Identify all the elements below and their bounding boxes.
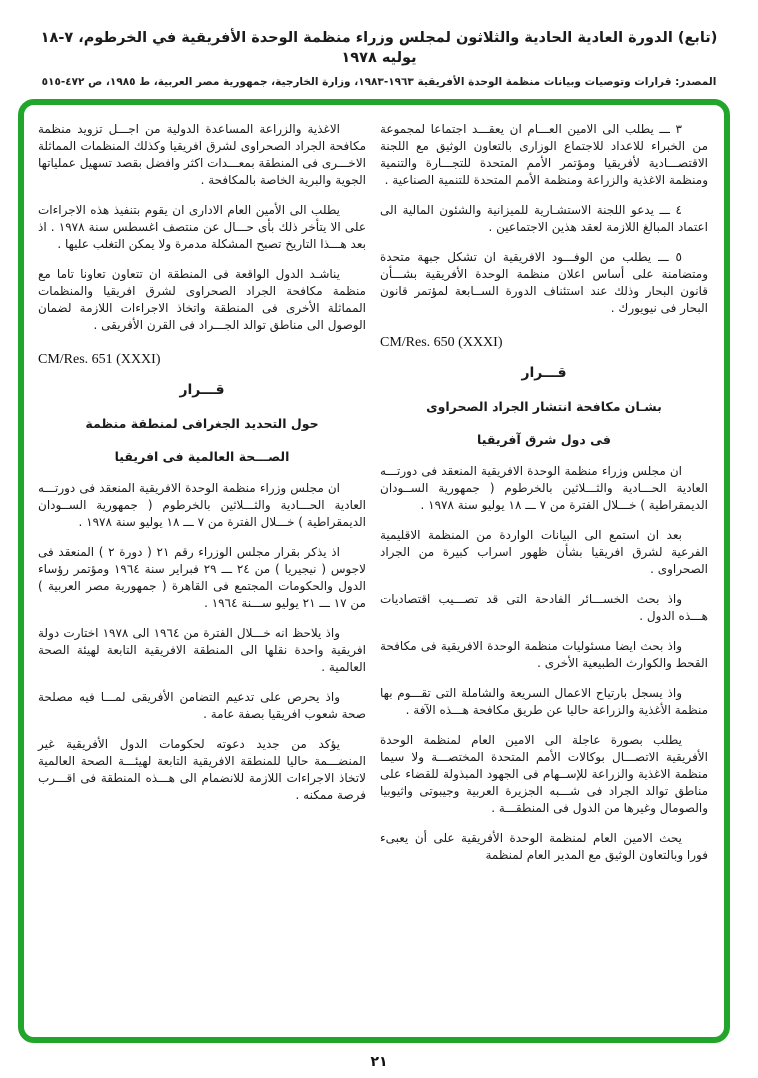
resolution-subtitle: حول التحديد الجغرافى لمنطقة منظمة (85, 416, 319, 431)
header-source: المصدر: قرارات وتوصيات وبيانات منظمة الوحدة الأفريقية ١٩٦٣-١٩٨٣، وزارة الخارجية، جمهورية مصر العربية، ط ١٩٨٥، ص ٤٧٢-٥١٥ (41, 75, 717, 88)
paragraph: ان مجلس وزراء منظمة الوحدة الافريقية المنعقد فى دورتـــه العادية الحـــادية والثـــلاثين بالخرطوم ( جمهورية الســودان الديمقراطية ) خـــلال الفترة من ٧ ـــ ١٨ يوليو سنة ١٩٧٨ . (38, 481, 366, 529)
page-header (0, 28, 758, 88)
left-column (38, 121, 366, 1027)
paragraph: ٤ ـــ يدعو اللجنة الاستشـارية للميزانية والشئون المالية الى اعتماد المبالغ اللازمة لعقد هذين الاجتماعين . (380, 203, 708, 234)
paragraph: بعد ان استمع الى البيانات الواردة من المنظمة الاقليمية الفرعية لشرق افريقيا بشأن ظهور اسراب كبيرة من الجراد الصحراوى . (380, 528, 708, 576)
paragraph: يطلب الى الأمين العام الادارى ان يقوم بتنفيذ هذه الاجراءات على الا يتأخر ذلك بأى حـــال عن منتصف اغسطس سنة ١٩٧٨ . اذ بعد هـــذا التاريخ تصبح المشكلة مدمرة ولا يمكن التغلب عليها . (38, 203, 366, 251)
right-column (380, 121, 708, 1027)
paragraph: ان مجلس وزراء منظمة الوحدة الافريقية المنعقد فى دورتـــه العادية الحـــادية والثـــلاثين بالخرطوم ( جمهورية الســودان الديمقراطية ) خـــلال الفترة من ٧ ـــ ١٨ يوليو سنة ١٩٧٨ . (380, 464, 708, 512)
paragraph: ٣ ـــ يطلب الى الامين العـــام ان يعقـــد اجتماعا لمجموعة من الخبراء للاعداد للاجتماع الوزارى بالتعاون الوثيق مع اللجنة الاقتصـــادية لأفريقيا ومؤتمر الأمم المتحدة للتجـــارة والتنمية ومنظمة الاغذية والزراعة ومنظمة الأمم المتحدة للتنمية الصناعية . (380, 122, 708, 187)
document-frame (18, 99, 730, 1043)
paragraph: واذ يسجل بارتياح الاعمال السريعة والشاملة التى تقـــوم بها منظمة الأغذية والزراعة حاليا عن طريق مكافحة هـــذه الآفة . (380, 686, 708, 717)
paragraph: واذ يلاحظ انه خـــلال الفترة من ١٩٦٤ الى ١٩٧٨ اختارت دولة افريقية واحدة نقلها الى المنطقة الافريقية التابعة لهيئة الصحة العالمية . (38, 626, 366, 674)
paragraph: يؤكد من جديد دعوته لحكومات الدول الأفريقية غير المنضـــمة حاليا للمنطقة الافريقية التابعة لهيئـــة الصحة العالمية لاتخاذ الاجراءات اللازمة للانضمام الى هـــذه المنطقة فى اقـــرب فرصة ممكنه . (38, 737, 366, 802)
resolution-subtitle: بشـان مكافحة انتشار الجراد الصحراوى (426, 399, 662, 414)
resolution-title: قـــرار (179, 382, 225, 398)
paragraph: ٥ ـــ يطلب من الوفـــود الافريقية ان تشكل جبهة متحدة ومتضامنة على أساس اعلان منظمة الوحدة الأفريقية بشـــأن قانون البحار وذلك عند استئناف الدورة الســابعة لمؤتمر قانون البحار فى نيويورك . (380, 250, 708, 315)
paragraph: يطلب بصورة عاجلة الى الامين العام لمنظمة الوحدة الأفريقية الاتصـــال بوكالات الأمم المتحدة المختصـــة ولا سيما منظمة الاغذية والزراعة للإســهام فى الجهود المبذولة للقضاء على مناطق توالد الجراد فى شـــبه الجزيرة العربية وجيبوتى واثيوبيا والصومال وغيرها من الدول فى المنطقـــة . (380, 733, 708, 815)
paragraph: واذ بحث الخســـائر الفادحة التى قد تصـــيب اقتصاديات هـــذه الدول . (380, 592, 708, 623)
paragraph: يناشـد الدول الواقعة فى المنطقة ان تتعاون تعاونا تاما مع منظمة مكافحة الجراد الصحراوى لشرق افريقيا والمنظمات المماثلة الأخرى فى المنطقة واتخاذ الاجراءات اللازمة لضمان الوصول الى مناطق توالد الجـــراد فى القرن الأفريقى . (38, 267, 366, 332)
columns (38, 121, 708, 1027)
paragraph: واذ يحرص على تدعيم التضامن الأفريقى لمـــا فيه مصلحة صحة شعوب افريقيا بصفة عامة . (38, 690, 366, 721)
resolution-id: CM/Res. 651 (XXXI) (38, 352, 161, 367)
paragraph: واذ بحث ايضا مسئوليات منظمة الوحدة الافريقية فى مكافحة القحط والكوارث الطبيعية الأخرى . (380, 639, 708, 670)
paragraph: اذ يذكر بقرار مجلس الوزراء رقم ٢١ ( دورة ٢ ) المنعقد فى لاجوس ( نيجيريا ) من ٢٤ ـــ ٢٩ فبراير سنة ١٩٦٤ ومؤتمر رؤساء الدول والحكومات المجتمع فى القاهرة ( جمهورية مصر العربية ) من ١٧ ـــ ٢١ يوليو ســـنة ١٩٦٤ . (38, 545, 366, 610)
resolution-title: قـــرار (521, 365, 567, 381)
resolution-id: CM/Res. 650 (XXXI) (380, 335, 503, 350)
page-number: ٢١ (370, 1054, 388, 1070)
resolution-subtitle: فى دول شرق آفريقيا (477, 432, 611, 447)
header-title: (تابع) الدورة العادية الحادية والثلاثون لمجلس وزراء منظمة الوحدة الأفريقية في الخرطوم، ٧-١٨ يوليه ١٩٧٨ (40, 30, 718, 67)
paragraph: يحث الامين العام لمنظمة الوحدة الأفريقية على أن يعبىء فورا وبالتعاون الوثيق مع المدير العام لمنظمة (380, 831, 708, 862)
resolution-subtitle: الصـــحة العالمية فى افريقيا (114, 449, 290, 464)
paragraph: الاغذية والزراعة المساعدة الدولية من اجـــل تزويد منظمة مكافحة الجراد الصحراوى لشرق افريقيا وكذلك المنظمات المماثلة الاخـــرى فى المنطقة بمعـــدات اكثر وافضل بقصد تسهيل عملياتها الجوية والبرية الخاصة بالمكافحة . (38, 122, 366, 187)
